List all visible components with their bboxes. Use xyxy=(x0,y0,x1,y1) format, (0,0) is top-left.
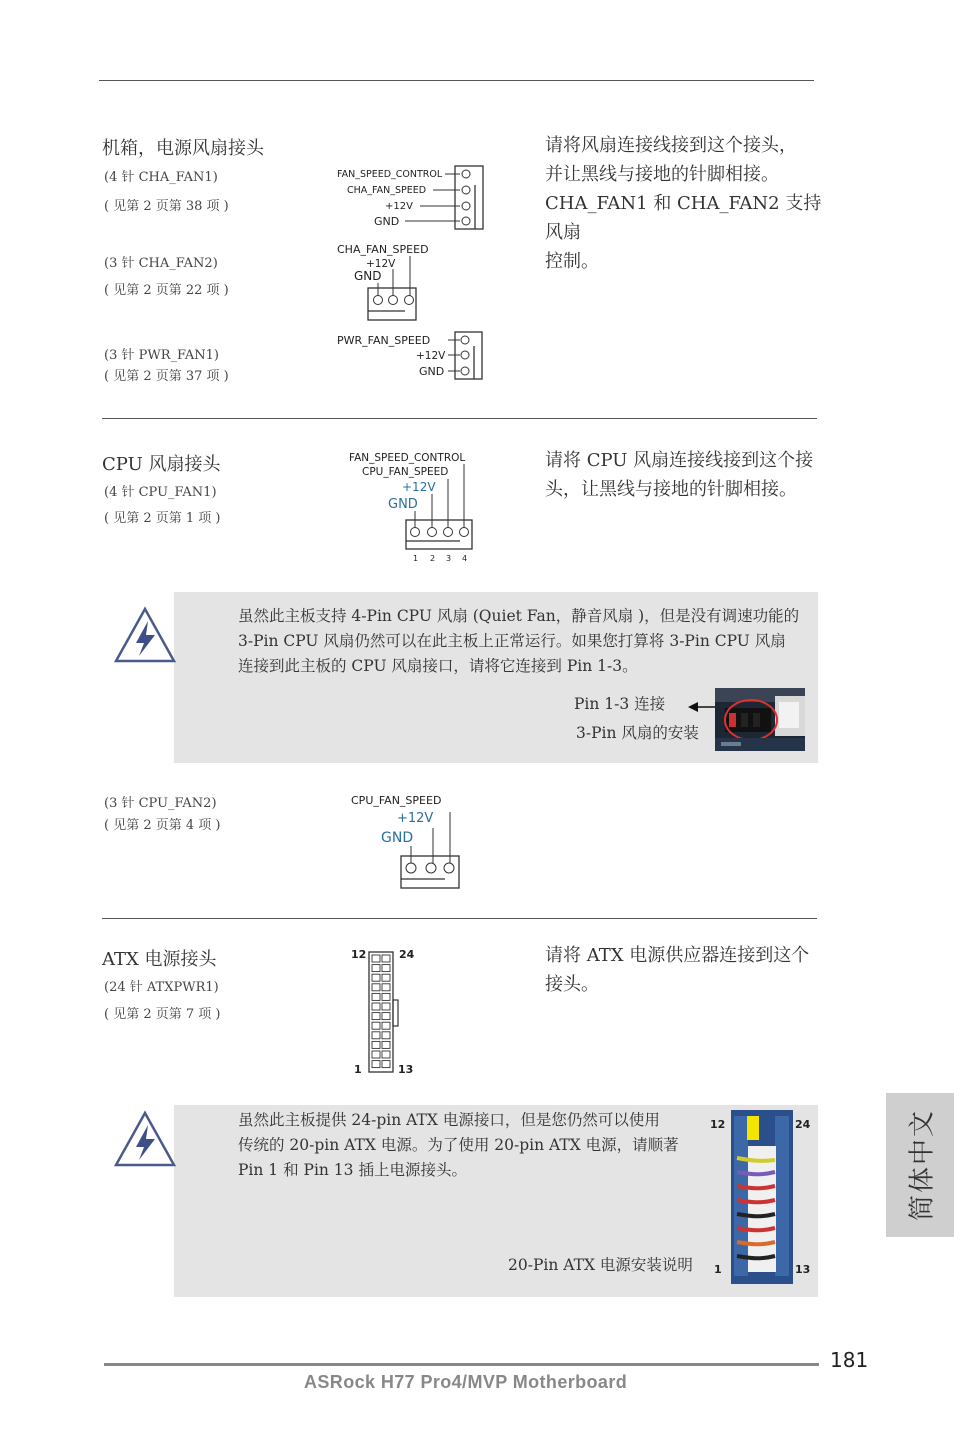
atx-pin xyxy=(382,1003,390,1010)
atx-pin xyxy=(372,1022,380,1029)
pin-label: 2 xyxy=(430,554,436,563)
cpu-fan1-ref: ( 见第 2 页第 1 项 ) xyxy=(104,511,221,526)
cpu-fan1-diagram xyxy=(340,448,480,566)
atx-pin xyxy=(382,974,390,981)
desc-line: 请将风扇连接线接到这个接头， xyxy=(545,135,797,156)
atx-pin xyxy=(372,1003,380,1010)
note-line: 传统的 20-pin ATX 电源。为了使用 20-pin ATX 电源，请顺著 xyxy=(238,1136,679,1154)
cpu-fan-speed-label: CPU_FAN_SPEED xyxy=(351,794,442,807)
atx-pin xyxy=(372,955,380,962)
atx-pin xyxy=(372,974,380,981)
atxpwr1-spec: (24 针 ATXPWR1) xyxy=(104,980,219,995)
atx-pin xyxy=(372,1013,380,1020)
gnd-label: GND xyxy=(381,830,414,846)
fan-speed-control-label: FAN_SPEED_CONTROL xyxy=(337,169,443,180)
v12-label: +12V xyxy=(397,811,434,826)
gnd-label: GND xyxy=(374,215,400,228)
atx-pin xyxy=(382,1022,390,1029)
cha-fan2-diagram xyxy=(330,238,455,323)
v12-label: +12V xyxy=(416,350,446,362)
cha-fan2-ref: ( 见第 2 页第 22 项 ) xyxy=(104,283,229,298)
desc-line: 请将 ATX 电源供应器连接到这个 xyxy=(545,945,810,966)
cha-fan2-spec: (3 针 CHA_FAN2) xyxy=(104,256,218,271)
desc-line: 并让黑线与接地的针脚相接。 xyxy=(545,164,779,185)
desc-line: CHA_FAN1 和 CHA_FAN2 支持风扇 xyxy=(545,193,822,243)
language-side-tab xyxy=(886,1093,954,1237)
cha-fan-speed-label: CHA_FAN_SPEED xyxy=(337,243,429,256)
cpu-fan-description xyxy=(545,446,830,504)
atx-pin xyxy=(372,1051,380,1058)
chassis-fan-description xyxy=(545,131,825,276)
gnd-label: GND xyxy=(354,269,382,283)
atx-pin xyxy=(382,965,390,972)
v12-label: +12V xyxy=(402,480,436,494)
pwr-fan-speed-label: PWR_FAN_SPEED xyxy=(337,334,431,347)
atx-pin xyxy=(372,993,380,1000)
atxpwr1-ref: ( 见第 2 页第 7 项 ) xyxy=(104,1007,221,1022)
cha-fan1-spec: (4 针 CHA_FAN1) xyxy=(104,170,218,185)
cpu-fan2-spec: (3 针 CPU_FAN2) xyxy=(104,796,217,811)
atx-power-description xyxy=(545,941,830,999)
v12-label: +12V xyxy=(366,258,396,270)
atx-install-photo xyxy=(731,1110,793,1284)
atx-pin xyxy=(382,955,390,962)
gnd-label: GND xyxy=(388,497,418,512)
cpu-fan-speed-label: CPU_FAN_SPEED xyxy=(362,466,449,478)
atx-photo-12-label: 12 xyxy=(710,1118,726,1131)
cha-fan-speed-label: CHA_FAN_SPEED xyxy=(347,185,427,196)
note-line: 虽然此主板提供 24-pin ATX 电源接口，但是您仍然可以使用 xyxy=(238,1111,660,1129)
pwr-fan1-diagram xyxy=(330,328,495,383)
atx-pin xyxy=(382,984,390,991)
atx-pin xyxy=(372,1041,380,1048)
warning-icon xyxy=(113,1110,177,1168)
atx-pin xyxy=(372,1032,380,1039)
cpu-fan2-diagram xyxy=(345,790,470,895)
atx-install-caption: 20-Pin ATX 电源安装说明 xyxy=(508,1256,693,1274)
pin-13-label: 13 xyxy=(398,1063,414,1076)
atx-pin xyxy=(382,1061,390,1068)
cha-fan1-diagram xyxy=(330,160,495,235)
pin-24-label: 24 xyxy=(399,948,415,961)
atx-pin xyxy=(372,965,380,972)
pin-label: 1 xyxy=(413,554,419,563)
cha-fan1-ref: ( 见第 2 页第 38 项 ) xyxy=(104,199,229,214)
desc-line: 请将 CPU 风扇连接线接到这个接 xyxy=(545,450,814,471)
atx-power-title: ATX 电源接头 xyxy=(102,949,217,970)
warning-icon xyxy=(113,606,177,664)
atx-photo-24-label: 24 xyxy=(795,1118,811,1131)
footer-title: ASRock H77 Pro4/MVP Motherboard xyxy=(304,1372,628,1392)
pin-1-label: 1 xyxy=(354,1063,362,1076)
chassis-fan-title: 机箱，电源风扇接头 xyxy=(102,138,264,159)
page-number: 181 xyxy=(830,1348,869,1372)
fan-speed-control-label: FAN_SPEED_CONTROL xyxy=(349,452,466,464)
atx-pin xyxy=(372,984,380,991)
cpu-fan-note-text xyxy=(238,604,823,679)
note-line: 连接到此主板的 CPU 风扇接口，请将它连接到 Pin 1-3。 xyxy=(238,657,638,675)
pin-12-label: 12 xyxy=(351,948,367,961)
atx-pin xyxy=(382,1041,390,1048)
cpu-fan1-spec: (4 针 CPU_FAN1) xyxy=(104,485,217,500)
note-line: 3-Pin CPU 风扇仍然可以在此主板上正常运行。如果您打算将 3-Pin CPU 风扇 xyxy=(238,632,786,650)
gnd-label: GND xyxy=(419,365,445,378)
pwr-fan1-spec: (3 针 PWR_FAN1) xyxy=(104,348,220,363)
desc-line: 头，让黑线与接地的针脚相接。 xyxy=(545,479,797,500)
desc-line: 控制。 xyxy=(545,251,599,272)
language-label: 简体中文 xyxy=(907,1108,938,1222)
atx-pin xyxy=(372,1061,380,1068)
atx-pin xyxy=(382,1032,390,1039)
atx-photo-1-label: 1 xyxy=(714,1263,722,1276)
pin-1-3-caption: Pin 1-3 连接 xyxy=(574,695,666,713)
v12-label: +12V xyxy=(385,201,413,212)
atx-note-text xyxy=(238,1108,708,1183)
section-divider xyxy=(102,918,817,919)
three-pin-install-caption: 3-Pin 风扇的安装 xyxy=(576,724,699,742)
atx-photo-13-label: 13 xyxy=(795,1263,811,1276)
pwr-fan1-ref: ( 见第 2 页第 37 项 ) xyxy=(104,369,229,384)
note-line: Pin 1 和 Pin 13 插上电源接头。 xyxy=(238,1161,467,1179)
pin-label: 3 xyxy=(446,554,452,563)
cpu-fan2-ref: ( 见第 2 页第 4 项 ) xyxy=(104,818,221,833)
note-line: 虽然此主板支持 4-Pin CPU 风扇 (Quiet Fan，静音风扇 )，但是没有调速功能的 xyxy=(238,607,800,625)
atx-pin xyxy=(382,993,390,1000)
section-divider xyxy=(102,418,817,419)
top-rule xyxy=(99,80,814,81)
atx-pin xyxy=(382,1013,390,1020)
atx-24pin-diagram xyxy=(345,944,425,1078)
cpu-fan-title: CPU 风扇接头 xyxy=(102,454,221,475)
desc-line: 接头。 xyxy=(545,974,599,995)
atx-pin xyxy=(382,1051,390,1058)
footer-rule xyxy=(104,1363,819,1366)
pin-label: 4 xyxy=(462,554,468,563)
cpu-fan-install-photo xyxy=(715,688,805,751)
